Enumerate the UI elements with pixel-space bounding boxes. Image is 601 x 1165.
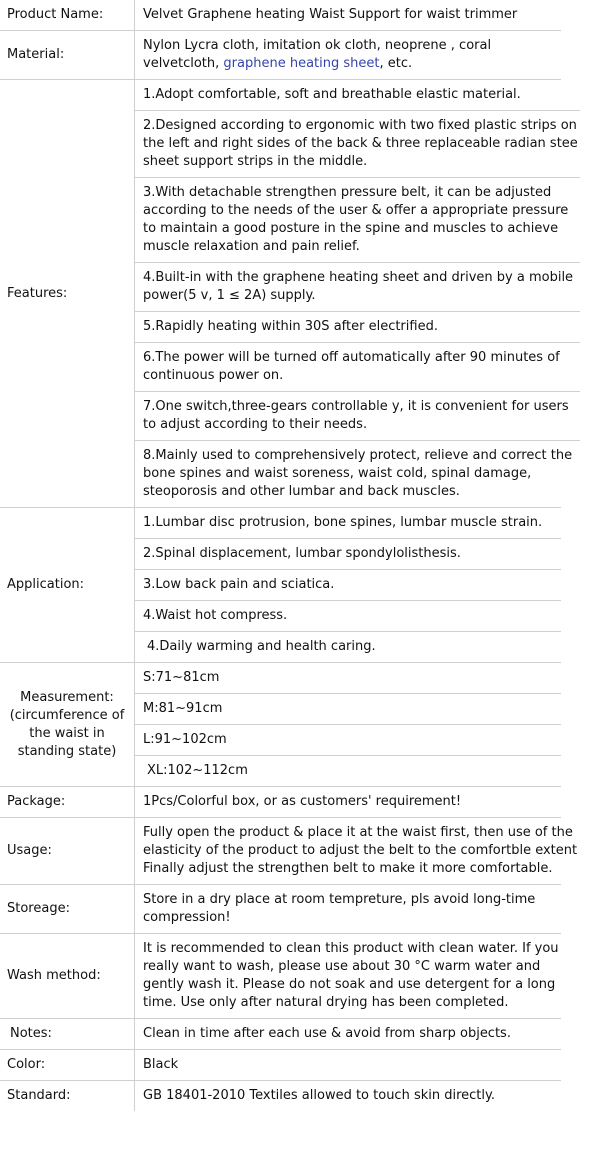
feature-line: according to the needs of the user & offer a appropriate pressure <box>143 203 569 218</box>
row-storage <box>0 885 561 934</box>
notes-label <box>0 1019 135 1049</box>
feature-line: 4.Built-in with the graphene heating sheet and driven by a mobile <box>143 270 574 285</box>
feature-item <box>135 441 580 507</box>
material-line-1: Nylon Lycra cloth, imitation ok cloth, neoprene , coral <box>143 38 492 53</box>
wash-line: time. Use only after natural drying has been completed. <box>143 995 509 1010</box>
wash-method-value <box>135 934 561 1018</box>
feature-line: 7.One switch,three-gears controllable y, it is convenient for users <box>143 399 569 414</box>
material-line-2-suffix: , etc. <box>379 56 413 71</box>
feature-line: 3.With detachable strengthen pressure belt, it can be adjusted <box>143 185 552 200</box>
package-value: 1Pcs/Colorful box, or as customers' requirement! <box>143 794 462 809</box>
usage-line: Finally adjust the strengthen belt to make it more comfortable. <box>143 861 553 876</box>
row-features <box>0 80 578 508</box>
feature-item <box>135 392 580 441</box>
measurement-label-line: standing state) <box>17 743 117 759</box>
feature-line: 2.Designed according to ergonomic with two fixed plastic strips on <box>143 118 577 133</box>
feature-line: power(5 v, 1 ≤ 2A) supply. <box>143 288 316 303</box>
feature-line: 5.Rapidly heating within 30S after electrified. <box>143 319 438 334</box>
feature-item <box>135 111 580 178</box>
feature-line: to maintain a good posture in the spine and muscles to achieve <box>143 221 559 236</box>
features-list <box>135 80 580 507</box>
measurement-label-line: (circumference of <box>9 707 125 723</box>
application-item: 2.Spinal displacement, lumbar spondylolisthesis. <box>135 539 561 570</box>
measurement-label-line: the waist in <box>29 725 105 741</box>
material-value <box>135 31 561 79</box>
material-line-2-prefix: velvetcloth, <box>143 56 224 71</box>
graphene-sheet-link[interactable]: graphene heating sheet <box>223 56 380 71</box>
wash-line: It is recommended to clean this product with clean water. If you <box>143 941 559 956</box>
package-label: Package: <box>0 787 135 817</box>
feature-item <box>135 80 580 111</box>
notes-value: Clean in time after each use & avoid from sharp objects. <box>143 1026 511 1041</box>
feature-item <box>135 178 580 263</box>
standard-value: GB 18401-2010 Textiles allowed to touch skin directly. <box>143 1088 495 1103</box>
storage-value <box>135 885 561 933</box>
usage-label: Usage: <box>0 818 135 884</box>
measurement-label <box>0 663 135 786</box>
row-application <box>0 508 561 663</box>
measurement-item: L:91~102cm <box>135 725 561 756</box>
material-line-2 <box>143 55 559 73</box>
application-item: 4.Daily warming and health caring. <box>147 639 376 654</box>
application-item: 4.Waist hot compress. <box>135 601 561 632</box>
application-item: 3.Low back pain and sciatica. <box>135 570 561 601</box>
measurement-item: S:71~81cm <box>135 663 561 694</box>
wash-line: gently wash it. Please do not soak and use detergent for a long <box>143 977 556 992</box>
row-measurement <box>0 663 561 787</box>
notes-label-text: Notes: <box>10 1026 52 1041</box>
row-wash-method <box>0 934 561 1019</box>
feature-line: steoporosis and other lumbar and back muscles. <box>143 484 460 499</box>
row-product-name <box>0 0 561 31</box>
product-name-value: Velvet Graphene heating Waist Support for waist trimmer <box>143 7 518 22</box>
feature-line: the left and right sides of the back & three replaceable radian stee <box>143 136 578 151</box>
color-label: Color: <box>0 1050 135 1080</box>
row-color <box>0 1050 561 1081</box>
feature-line: 1.Adopt comfortable, soft and breathable elastic material. <box>143 87 521 102</box>
usage-value <box>135 818 579 884</box>
feature-line: 8.Mainly used to comprehensively protect, relieve and correct the <box>143 448 573 463</box>
application-item: 1.Lumbar disc protrusion, bone spines, lumbar muscle strain. <box>135 508 561 539</box>
measurement-item: M:81~91cm <box>135 694 561 725</box>
standard-label: Standard: <box>0 1081 135 1111</box>
usage-line: Fully open the product & place it at the waist first, then use of the <box>143 825 573 840</box>
feature-line: to adjust according to their needs. <box>143 417 368 432</box>
features-label: Features: <box>0 80 135 507</box>
measurement-list <box>135 663 561 786</box>
feature-line: sheet support strips in the middle. <box>143 154 368 169</box>
row-notes <box>0 1019 561 1050</box>
wash-line: really want to wash, please use about 30 °C warm water and <box>143 959 541 974</box>
color-value: Black <box>143 1057 179 1072</box>
row-package <box>0 787 561 818</box>
measurement-label-line: Measurement: <box>20 689 114 705</box>
storage-line: compression! <box>143 910 231 925</box>
application-label: Application: <box>0 508 135 662</box>
row-standard <box>0 1081 561 1111</box>
feature-item <box>135 263 580 312</box>
measurement-item: XL:102~112cm <box>147 763 248 778</box>
feature-line: 6.The power will be turned off automatically after 90 minutes of <box>143 350 560 365</box>
application-list <box>135 508 561 662</box>
feature-item <box>135 312 580 343</box>
storage-line: Store in a dry place at room tempreture, pls avoid long-time <box>143 892 536 907</box>
wash-method-label: Wash method: <box>0 934 135 1018</box>
product-name-label: Product Name: <box>0 0 135 30</box>
row-usage <box>0 818 578 885</box>
feature-line: bone spines and waist soreness, waist cold, spinal damage, <box>143 466 532 481</box>
storage-label: Storeage: <box>0 885 135 933</box>
usage-line: elasticity of the product to adjust the belt to the comfortble extent <box>143 843 578 858</box>
feature-item <box>135 343 580 392</box>
material-label: Material: <box>0 31 135 79</box>
feature-line: continuous power on. <box>143 368 284 383</box>
row-material <box>0 31 561 80</box>
feature-line: muscle relaxation and pain relief. <box>143 239 360 254</box>
